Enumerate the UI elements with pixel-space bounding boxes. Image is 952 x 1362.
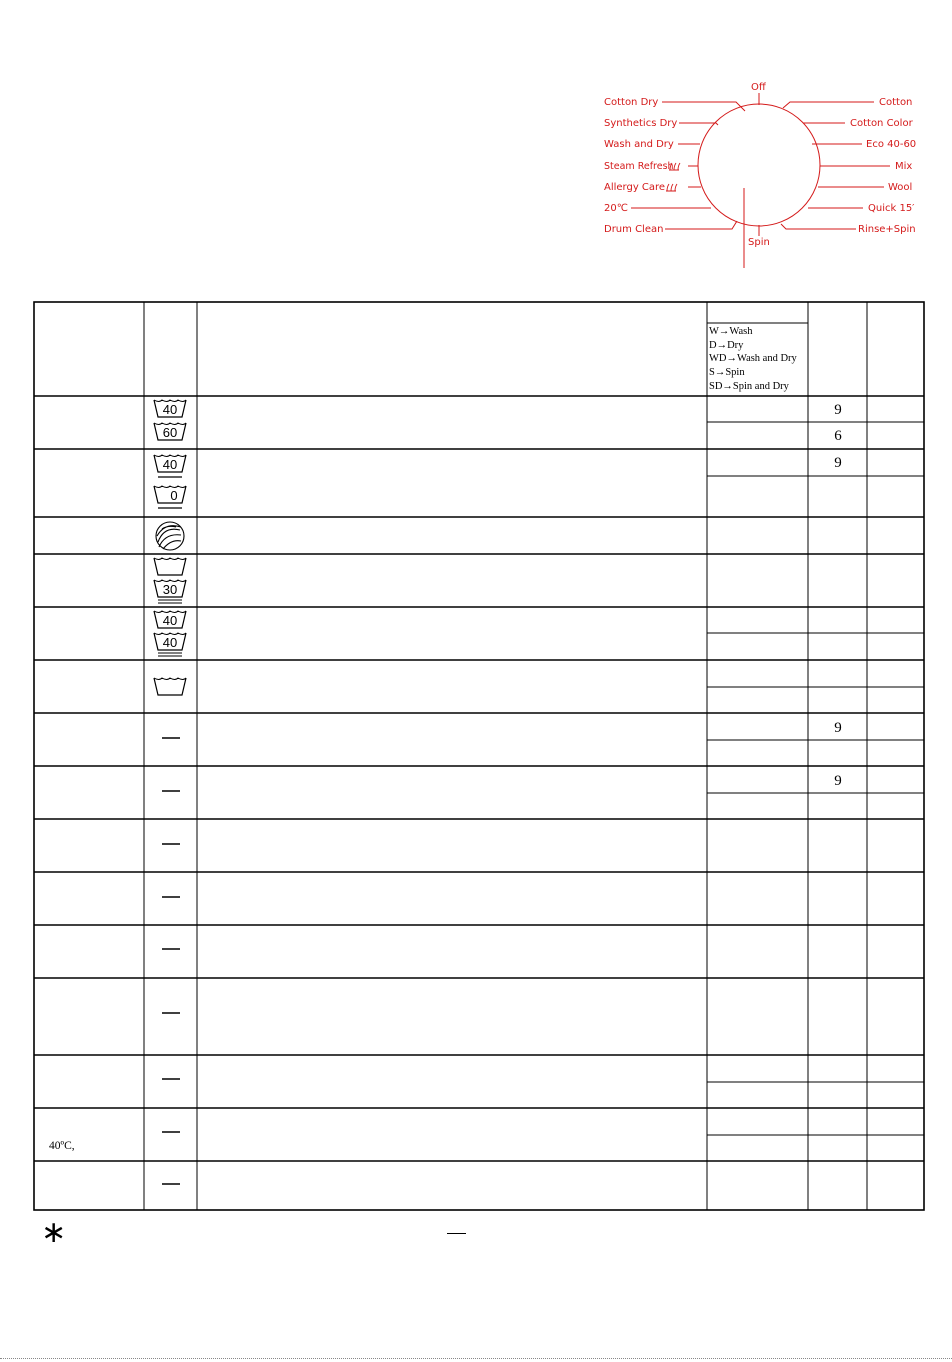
- mode-key-item: S→Spin: [709, 367, 745, 379]
- wash-tub-icon: [154, 678, 186, 695]
- footnote-dash: [447, 1233, 466, 1234]
- wash-40-very-gentle-icon: [154, 633, 186, 656]
- svg-text:40: 40: [162, 402, 178, 417]
- svg-text:60: 60: [162, 425, 178, 440]
- load-value: 6: [834, 428, 842, 444]
- svg-text:40: 40: [162, 457, 178, 472]
- load-value: 9: [834, 720, 842, 736]
- program-quick-15[interactable]: Quick 15′: [868, 203, 915, 214]
- program-20c[interactable]: 20℃: [604, 203, 628, 214]
- program-eco-40-60[interactable]: Eco 40-60: [866, 139, 917, 150]
- svg-text:40: 40: [162, 613, 178, 628]
- wash-40-gentle-icon: [154, 455, 186, 477]
- program-allergy-care[interactable]: Allergy Care: [604, 182, 666, 193]
- program-spin[interactable]: Spin: [748, 237, 770, 248]
- mode-key-legend: [709, 325, 797, 394]
- wash-tub-icon: [154, 558, 186, 575]
- load-value: 9: [834, 773, 842, 789]
- wash-30-very-gentle-icon: [154, 580, 186, 603]
- program-synthetics-dry[interactable]: Synthetics Dry: [604, 118, 678, 129]
- program-wash-and-dry[interactable]: Wash and Dry: [604, 139, 674, 150]
- temperature-note: 40ºC,: [49, 1140, 75, 1152]
- program-cotton[interactable]: Cotton: [879, 97, 913, 108]
- program-cotton-dry[interactable]: Cotton Dry: [604, 97, 659, 108]
- program-cotton-color[interactable]: Cotton Color: [850, 118, 913, 129]
- wash-40-icon: [154, 611, 186, 628]
- wash-40-icon: [154, 400, 186, 417]
- program-rinse-spin[interactable]: Rinse+Spin: [858, 224, 916, 235]
- program-mix[interactable]: Mix: [895, 161, 913, 172]
- program-wool[interactable]: Wool: [888, 182, 913, 193]
- svg-text:40: 40: [162, 635, 178, 650]
- mode-key-item: SD→Spin and Dry: [709, 380, 789, 392]
- mode-key-item: D→Dry: [709, 339, 744, 351]
- mode-key-item: W→Wash: [709, 326, 753, 337]
- program-off[interactable]: Off: [751, 82, 766, 93]
- load-value: 9: [834, 402, 842, 418]
- page-bottom-rule: [0, 1358, 952, 1359]
- footnote-asterisk: ∗: [41, 1215, 67, 1250]
- svg-text:30: 30: [162, 582, 178, 597]
- svg-text:0: 0: [170, 488, 178, 503]
- wash-0-gentle-icon: [154, 486, 186, 508]
- program-steam-refresh[interactable]: Steam Refresh: [604, 161, 674, 172]
- mode-key-item: WD→Wash and Dry: [709, 353, 797, 365]
- program-drum-clean[interactable]: Drum Clean: [604, 224, 664, 235]
- load-value: 9: [834, 455, 842, 471]
- wool-icon: [156, 522, 184, 550]
- wash-60-icon: [154, 423, 186, 440]
